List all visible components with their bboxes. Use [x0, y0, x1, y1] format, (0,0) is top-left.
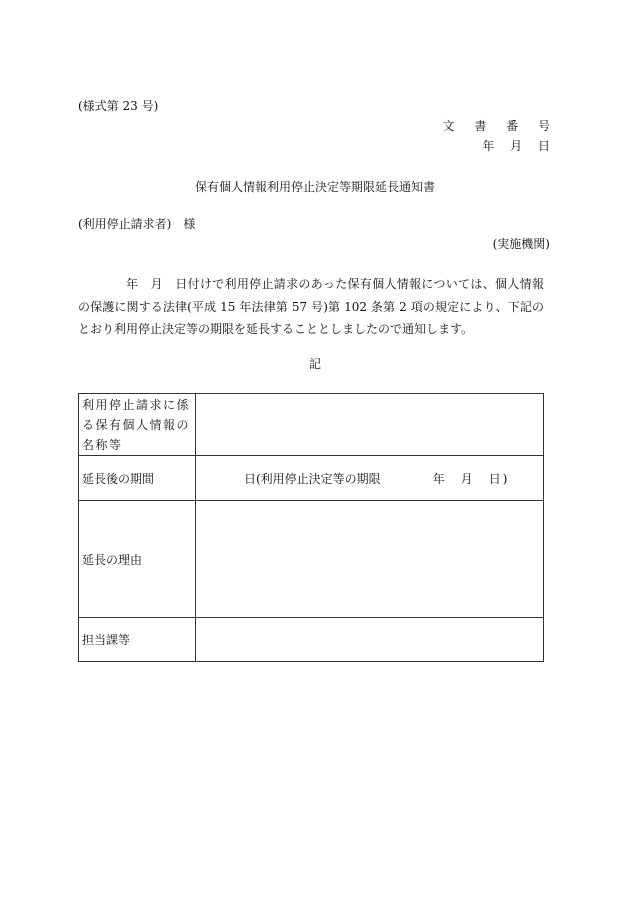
row-label-extended-period: 延長後の期間: [79, 456, 196, 501]
row-value-reason: [196, 501, 544, 618]
form-number: (様式第 23 号): [78, 99, 159, 113]
detail-table: [78, 393, 544, 662]
row-value-department: [196, 618, 544, 662]
implementing-agency: (実施機関): [492, 237, 550, 251]
row-value-extended-period: [196, 456, 544, 501]
addressee: (利用停止請求者) 様: [78, 217, 196, 231]
period-deadline-text: 日(利用停止決定等の期限: [244, 471, 381, 486]
table-row: [79, 456, 544, 501]
document-date: 年 月 日: [482, 139, 556, 153]
table-row: [79, 501, 544, 618]
body-paragraph: 年 月 日付けで利用停止請求のあった保有個人情報については、個人情報の保護に関する法律(平成 15 年法律第 57 号)第 102 条第 2 項の規定により、下記のとおり利用停止決定等の期限を延長することとしましたので通知します。: [78, 277, 544, 336]
table-row: [79, 394, 544, 456]
row-label-reason: 延長の理由: [79, 501, 196, 618]
period-date-text: 年 月 日): [432, 471, 510, 486]
row-label-info-name: 利用停止請求に係る保有個人情報の名称等: [79, 394, 196, 456]
table-row: [79, 618, 544, 662]
ki-heading: 記: [308, 357, 321, 371]
document-number: 文 書 番 号: [442, 119, 558, 133]
row-label-department: 担当課等: [79, 618, 196, 662]
document-title: 保有個人情報利用停止決定等期限延長通知書: [194, 180, 435, 194]
row-value-info-name: [196, 394, 544, 456]
